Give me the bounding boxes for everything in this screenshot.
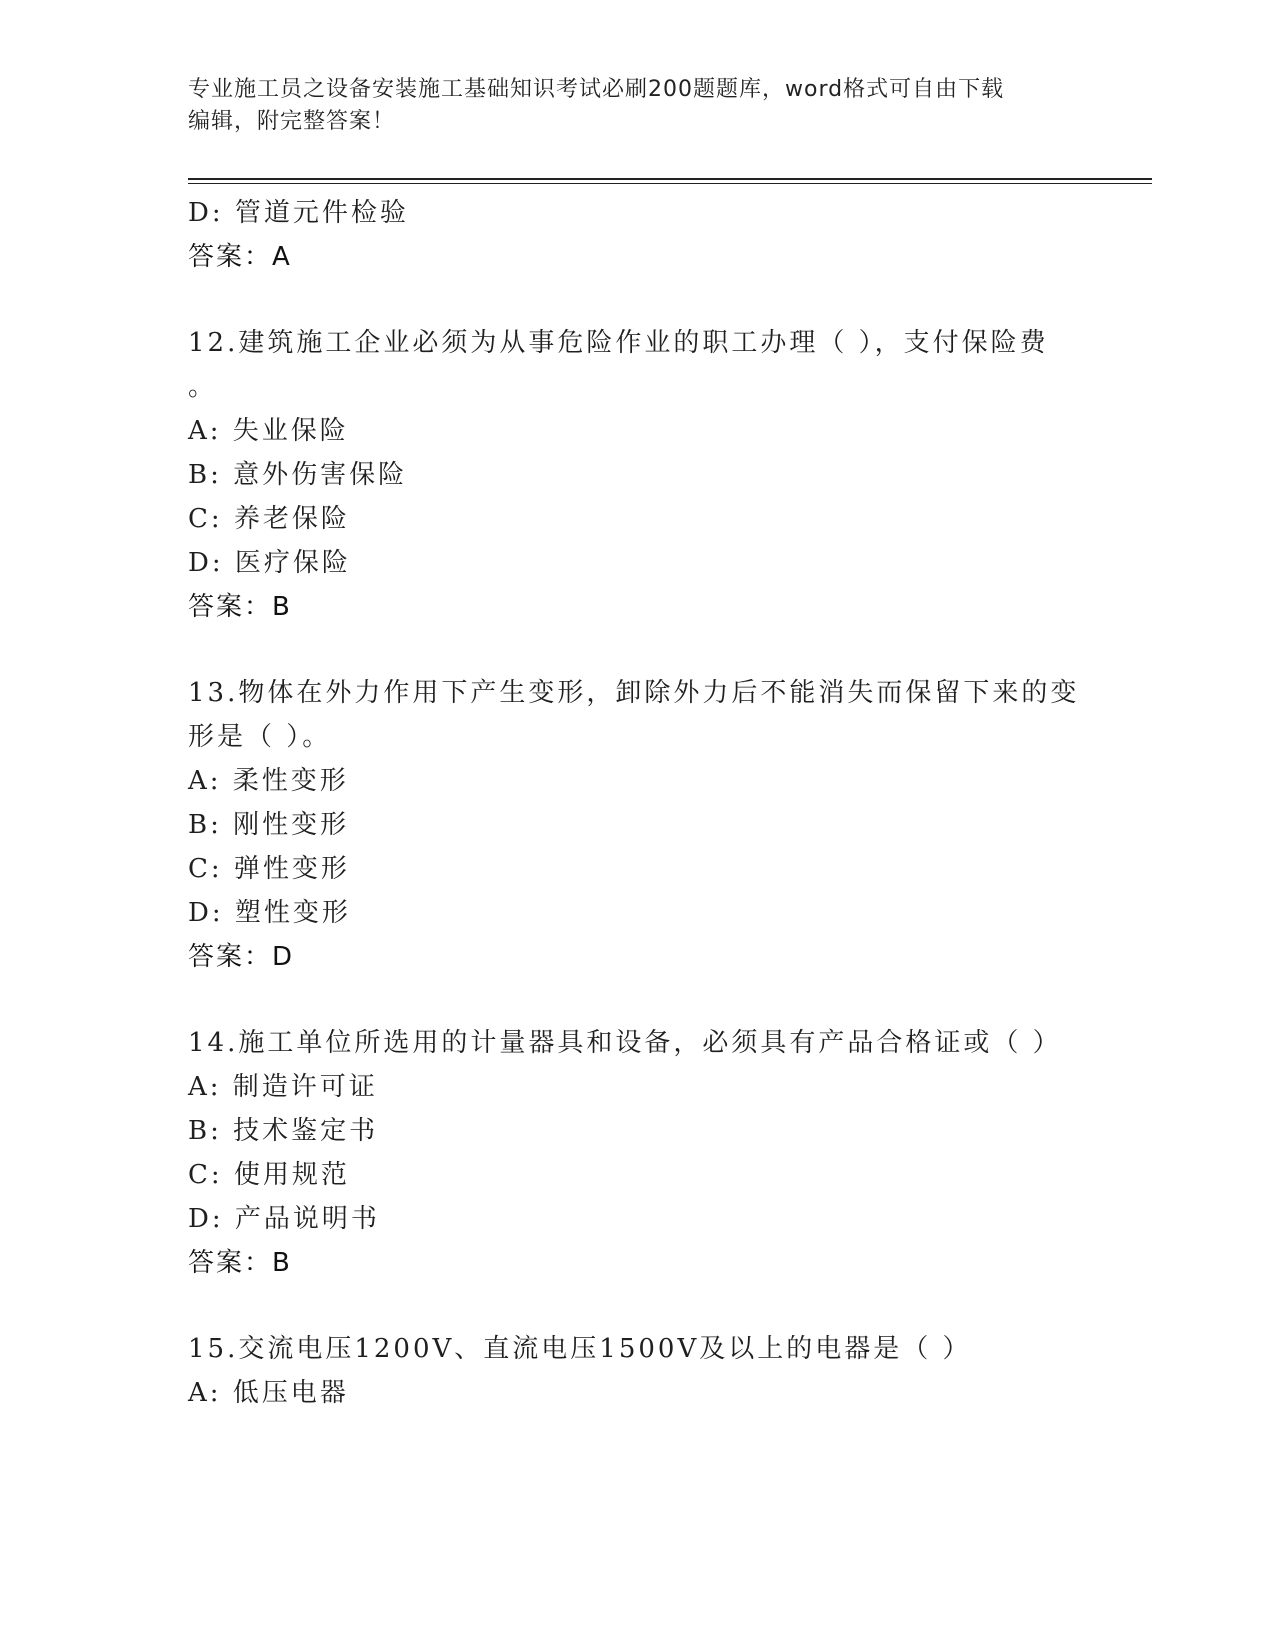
q15-option-a: A: 低压电器 xyxy=(188,1378,349,1408)
q12-stem-line-1: 12.建筑施工企业必须为从事危险作业的职工办理（ ），支付保险费 xyxy=(188,328,1049,358)
q14-answer: 答案：B xyxy=(188,1248,292,1278)
q14-option-d: D: 产品说明书 xyxy=(188,1204,380,1234)
q12-option-a: A: 失业保险 xyxy=(188,416,349,446)
q12-option-b: B: 意外伤害保险 xyxy=(188,460,408,490)
q13-answer: 答案：D xyxy=(188,942,295,972)
q13-stem-line-1: 13.物体在外力作用下产生变形，卸除外力后不能消失而保留下来的变 xyxy=(188,678,1080,708)
q14-option-a: A: 制造许可证 xyxy=(188,1072,378,1102)
prev-option-d: D: 管道元件检验 xyxy=(188,198,409,228)
q14-stem-line-1: 14.施工单位所选用的计量器具和设备，必须具有产品合格证或（ ） xyxy=(188,1028,1062,1058)
q15-stem-line-1: 15.交流电压1200V、直流电压1500V及以上的电器是（ ） xyxy=(188,1334,972,1364)
q12-stem-line-2: 。 xyxy=(188,372,218,402)
q12-option-d: D: 医疗保险 xyxy=(188,548,351,578)
prev-answer: 答案：A xyxy=(188,242,292,272)
q12-answer: 答案：B xyxy=(188,592,292,622)
header-divider-thin xyxy=(188,183,1152,184)
q13-option-c: C: 弹性变形 xyxy=(188,854,350,884)
document-header xyxy=(188,74,1068,138)
q13-option-d: D: 塑性变形 xyxy=(188,898,351,928)
header-line-2: 编辑，附完整答案！ xyxy=(188,109,396,134)
q13-option-a: A: 柔性变形 xyxy=(188,766,349,796)
q13-option-b: B: 刚性变形 xyxy=(188,810,350,840)
q14-option-c: C: 使用规范 xyxy=(188,1160,350,1190)
header-divider-thick xyxy=(188,178,1152,180)
q12-option-c: C: 养老保险 xyxy=(188,504,350,534)
q13-stem-line-2: 形是（ ）。 xyxy=(188,722,332,752)
q14-option-b: B: 技术鉴定书 xyxy=(188,1116,379,1146)
header-line-1: 专业施工员之设备安装施工基础知识考试必刷200题题库，word格式可自由下载 xyxy=(188,77,1005,102)
